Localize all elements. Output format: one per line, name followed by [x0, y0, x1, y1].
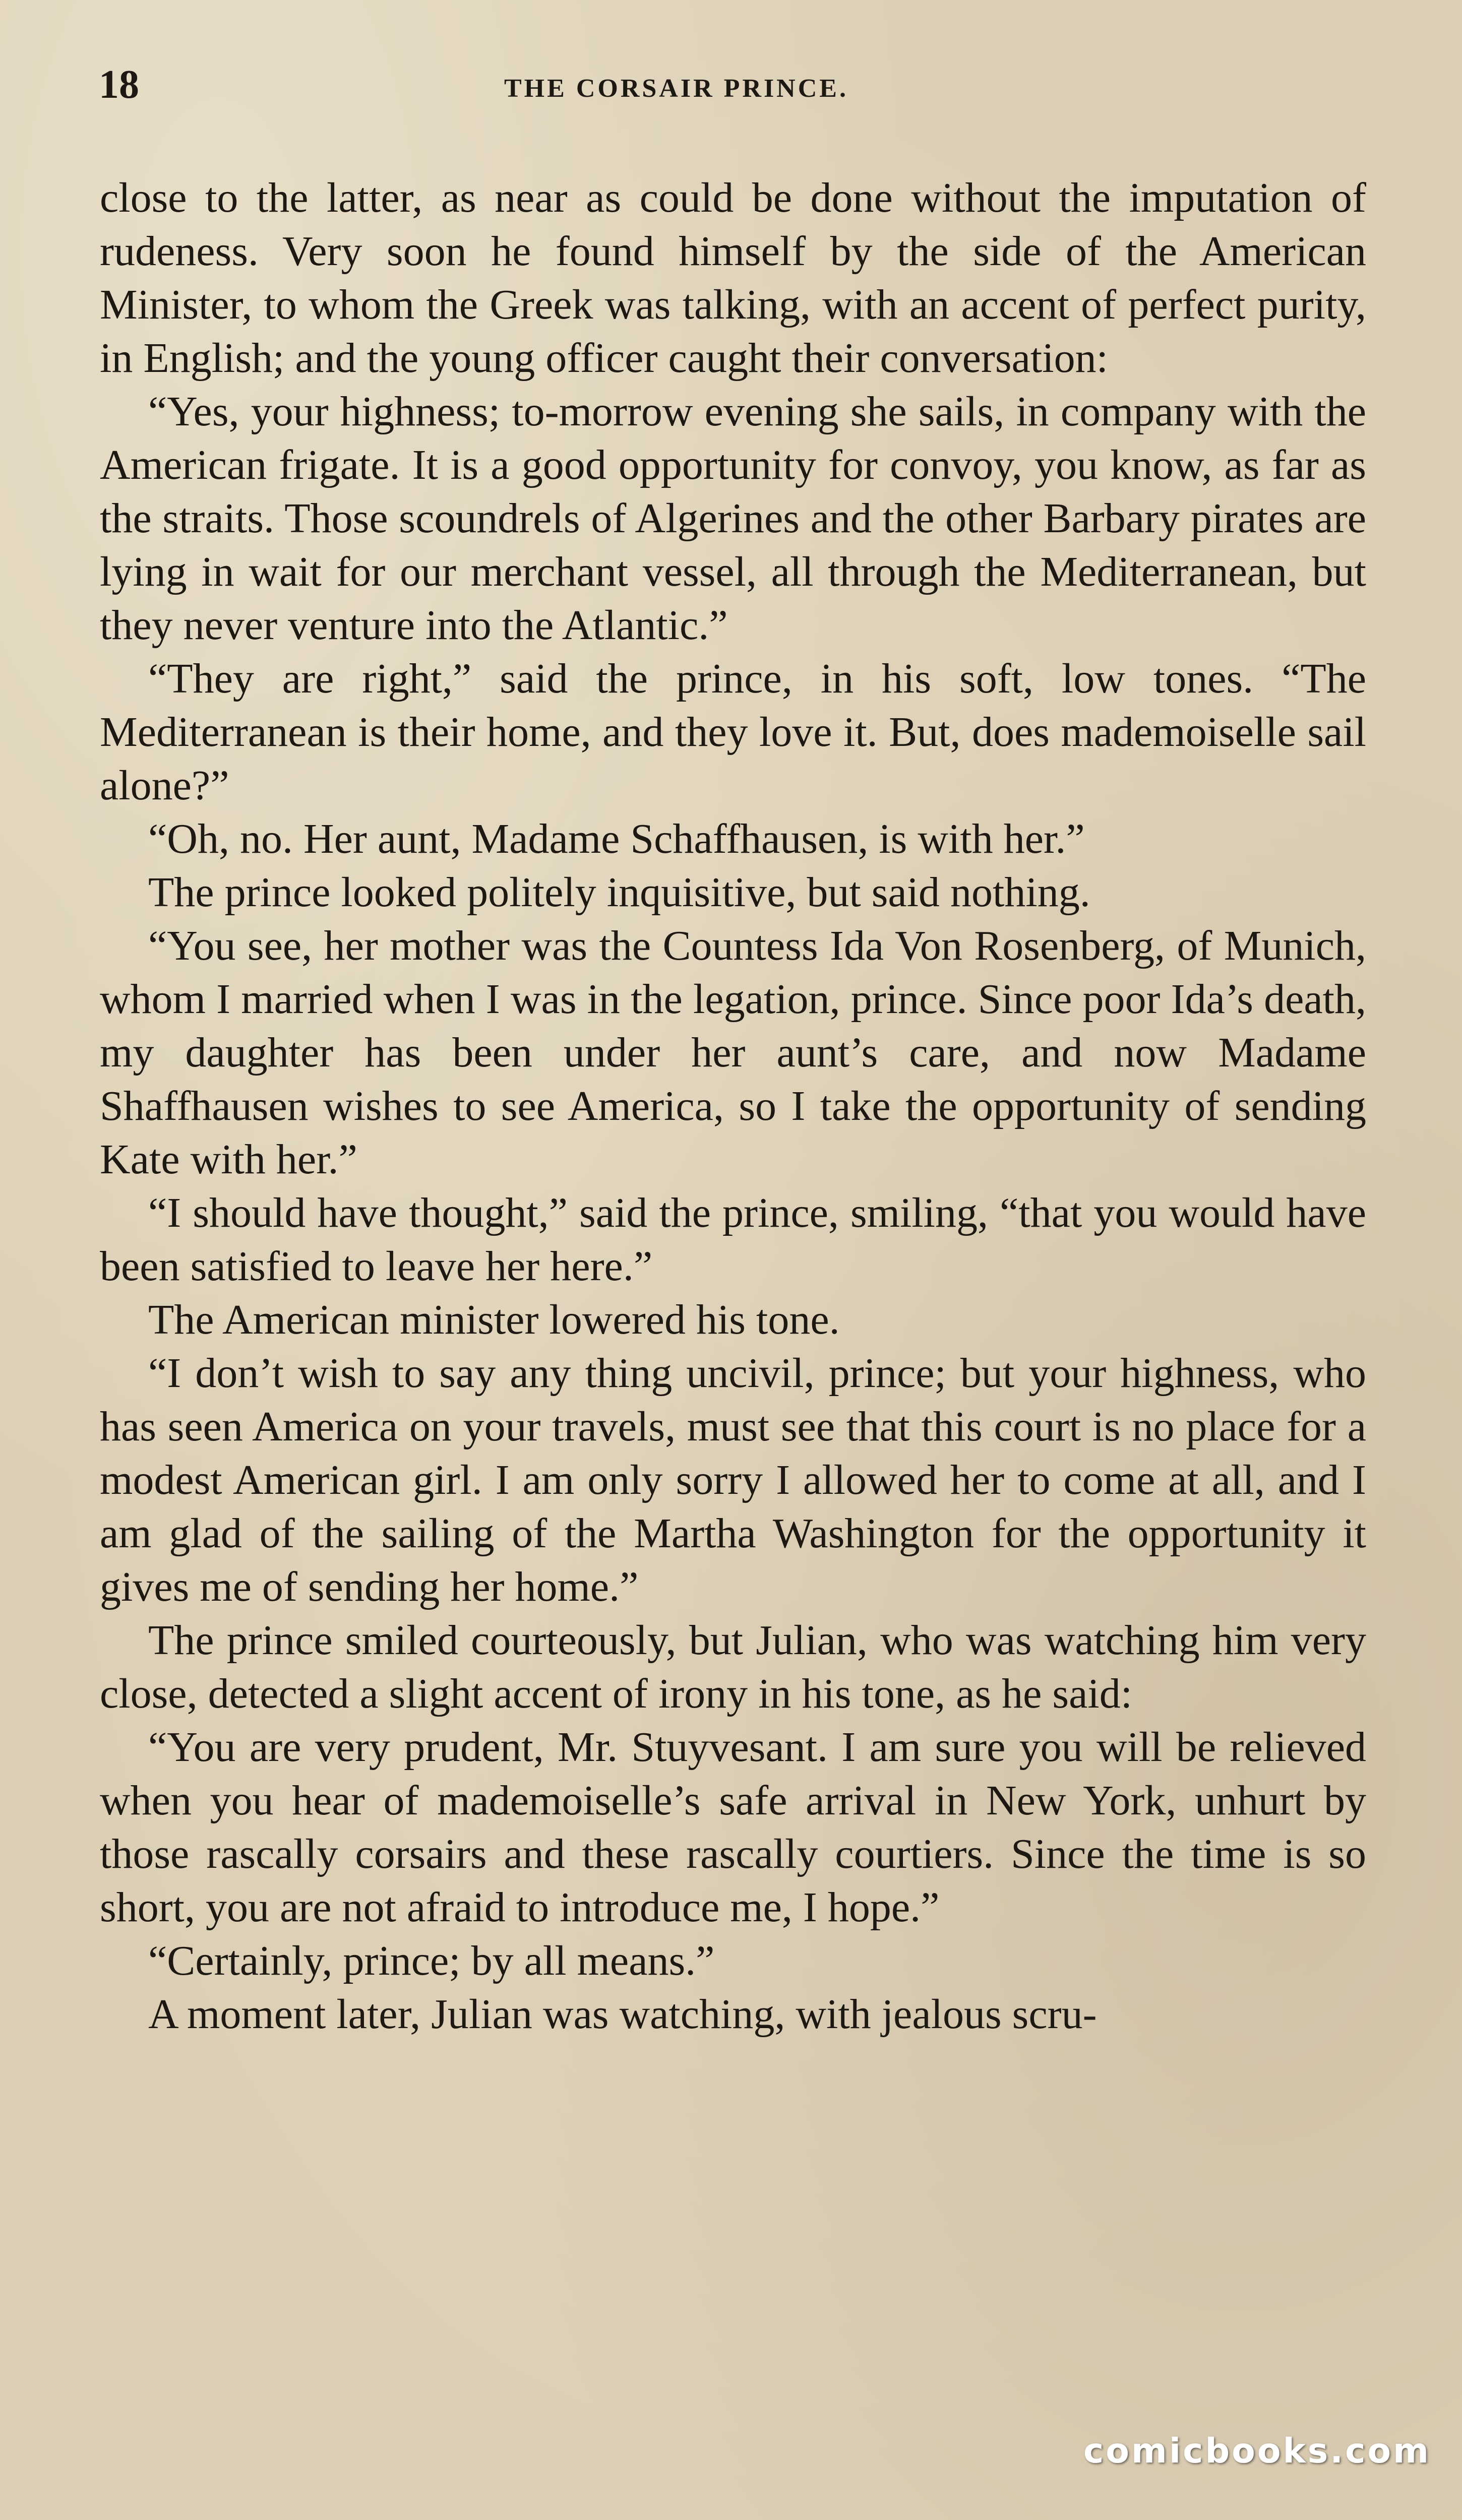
paragraph: “Certainly, prince; by all means.” — [148, 1937, 715, 1984]
paragraph: close to the latter, as near as could be done without the imputation of rudeness. Very soon he found himself by the side of the American Minister, to whom the Greek was talking, with an accent of perfect purity, in English; and the young officer caught their conversation: — [100, 174, 1366, 382]
paragraph: “Oh, no. Her aunt, Madame Schaffhausen, is with her.” — [148, 815, 1085, 862]
paragraph: “They are right,” said the prince, in his soft, low tones. “The Mediterranean is their home, and they love it. But, does mademoiselle sail alone?” — [100, 655, 1366, 809]
paragraph: “I don’t wish to say any thing uncivil, prince; but your highness, who has seen America on your travels, must see that this court is no place for a modest American girl. I am only sorry I allowed her to come at all, and I am glad of the sailing of the Martha Washington for the opportunity it gives me of sending her home.” — [100, 1350, 1366, 1610]
running-title: THE CORSAIR PRINCE. — [504, 74, 848, 103]
paragraph: “You see, her mother was the Countess Ida Von Rosenberg, of Munich, whom I married when I was in the legation, prince. Since poor Ida’s death, my daughter has been under her aunt’s care, and now Madame Shaffhausen wishes to see America, so I take the opportunity of sending Kate with her.” — [100, 922, 1366, 1183]
paragraph: The prince smiled courteously, but Julian, who was watching him very close, detected a slight accent of irony in his tone, as he said: — [100, 1617, 1366, 1717]
paragraph: The prince looked politely inquisitive, but said nothing. — [148, 869, 1090, 916]
watermark: comicbooks.com — [1083, 2431, 1431, 2471]
paragraph: “Yes, your highness; to-morrow evening she sails, in company with the American frigate. It is a good opportunity for convoy, you know, as far as the straits. Those scoundrels of Algerines and the other Barbary pirates are lying in wait for our merchant vessel, all through the Mediterranean, but they never venture into the Atlantic.” — [100, 388, 1366, 649]
body-text — [100, 171, 1366, 2041]
page-number: 18 — [99, 62, 139, 107]
paragraph: A moment later, Julian was watching, with jealous scru- — [148, 1991, 1097, 2038]
paragraph: The American minister lowered his tone. — [148, 1296, 840, 1343]
paragraph: “You are very prudent, Mr. Stuyvesant. I am sure you will be relieved when you hear of mademoiselle’s safe arrival in New York, unhurt by those rascally corsairs and these rascally courtiers. Since the time is so short, you are not afraid to introduce me, I hope.” — [100, 1724, 1366, 1931]
paragraph: “I should have thought,” said the prince, smiling, “that you would have been satisfied to leave her here.” — [100, 1189, 1366, 1290]
